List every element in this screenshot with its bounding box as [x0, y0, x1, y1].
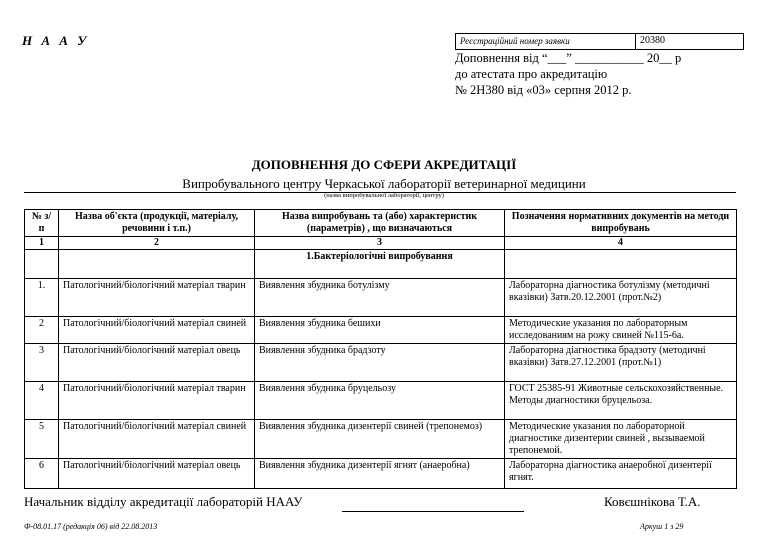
row-number: 1.: [25, 279, 59, 317]
header-object: Назва об'єкта (продукції, матеріалу, речовини і т.п.): [59, 210, 255, 237]
addendum-date-line: Доповнення від “___” ___________ 20__ р: [455, 51, 682, 65]
table-row: [25, 317, 737, 344]
org-abbreviation: Н А А У: [22, 33, 90, 48]
signer-position: Начальник відділу акредитації лабораторій НААУ: [24, 494, 303, 509]
column-number: 4: [505, 237, 737, 250]
section-empty-cell: [25, 250, 59, 279]
row-number: 5: [25, 420, 59, 459]
row-object: Патологічний/біологічний матеріал свиней: [59, 317, 255, 344]
section-row: [25, 250, 737, 279]
document-title: ДОПОВНЕННЯ ДО СФЕРИ АКРЕДИТАЦІЇ: [251, 157, 517, 172]
page-counter: Аркуш 1 з 29: [640, 522, 684, 531]
row-test: Виявлення збудника бешихи: [255, 317, 505, 344]
table-row: [25, 279, 737, 317]
table-header-row: [25, 210, 737, 237]
table-row: [25, 344, 737, 382]
registration-number: 20380: [640, 35, 665, 46]
lab-name: Випробувального центру Черкаської лабораторії ветеринарної медицини: [182, 176, 586, 191]
row-object: Патологічний/біологічний матеріал тварин: [59, 279, 255, 317]
signature-line: [342, 511, 524, 512]
addendum-attestat-line: до атестата про акредитацію: [455, 67, 608, 81]
table-row: [25, 420, 737, 459]
section-empty-cell: [505, 250, 737, 279]
row-number: 3: [25, 344, 59, 382]
signer-name: Ковєшнікова Т.А.: [604, 494, 701, 509]
row-document: Методические указания по лабораторным исследованиям на рожу свиней №115-6а.: [505, 317, 737, 344]
row-number: 6: [25, 459, 59, 489]
header-number: № з/п: [25, 210, 59, 237]
header-test: Назва випробувань та (або) характеристик (параметрів) , що визначаються: [255, 210, 505, 237]
registration-label: Реєстраційний номер заявки: [456, 34, 636, 49]
registration-box: [455, 33, 744, 50]
row-document: Лабораторна діагностика анаеробної дизентерії ягнят.: [505, 459, 737, 489]
row-test: Виявлення збудника брадзоту: [255, 344, 505, 382]
row-number: 2: [25, 317, 59, 344]
table-row: [25, 382, 737, 420]
column-number-row: [25, 237, 737, 250]
row-test: Виявлення збудника дизентерії ягнят (анаеробна): [255, 459, 505, 489]
row-object: Патологічний/біологічний матеріал свиней: [59, 420, 255, 459]
row-document: ГОСТ 25385-91 Животные сельскохозяйственные. Методы диагностики бруцельоза.: [505, 382, 737, 420]
column-number: 1: [25, 237, 59, 250]
row-document: Лабораторна діагностика ботулізму (методичні вказівки) Затв.20.12.2001 (прот.№2): [505, 279, 737, 317]
row-number: 4: [25, 382, 59, 420]
accreditation-table: [24, 209, 737, 489]
section-empty-cell: [59, 250, 255, 279]
form-code: Ф-08.01.17 (редакція 06) від 22.08.2013: [24, 522, 158, 531]
row-object: Патологічний/біологічний матеріал овець: [59, 344, 255, 382]
column-number: 3: [255, 237, 505, 250]
row-object: Патологічний/біологічний матеріал овець: [59, 459, 255, 489]
column-number: 2: [59, 237, 255, 250]
row-test: Виявлення збудника ботулізму: [255, 279, 505, 317]
row-object: Патологічний/біологічний матеріал тварин: [59, 382, 255, 420]
section-title: 1.Бактеріологічні випробування: [255, 250, 505, 279]
row-document: Методические указания по лабораторной диагностике дизентерии свиней , вызываемой трепонемой.: [505, 420, 737, 459]
header-document: Позначення нормативних документів на методи випробувань: [505, 210, 737, 237]
addendum-number-line: № 2Н380 від «03» серпня 2012 р.: [455, 83, 632, 97]
addendum-info: [455, 50, 681, 98]
row-document: Лабораторна діагностика брадзоту (методичні вказівки) Затв.27.12.2001 (прот.№1): [505, 344, 737, 382]
table-row: [25, 459, 737, 489]
row-test: Виявлення збудника бруцельозу: [255, 382, 505, 420]
row-test: Виявлення збудника дизентерії свиней (трепонемоз): [255, 420, 505, 459]
lab-name-hint: (назва випробувальної лабораторії, центру): [324, 192, 444, 199]
